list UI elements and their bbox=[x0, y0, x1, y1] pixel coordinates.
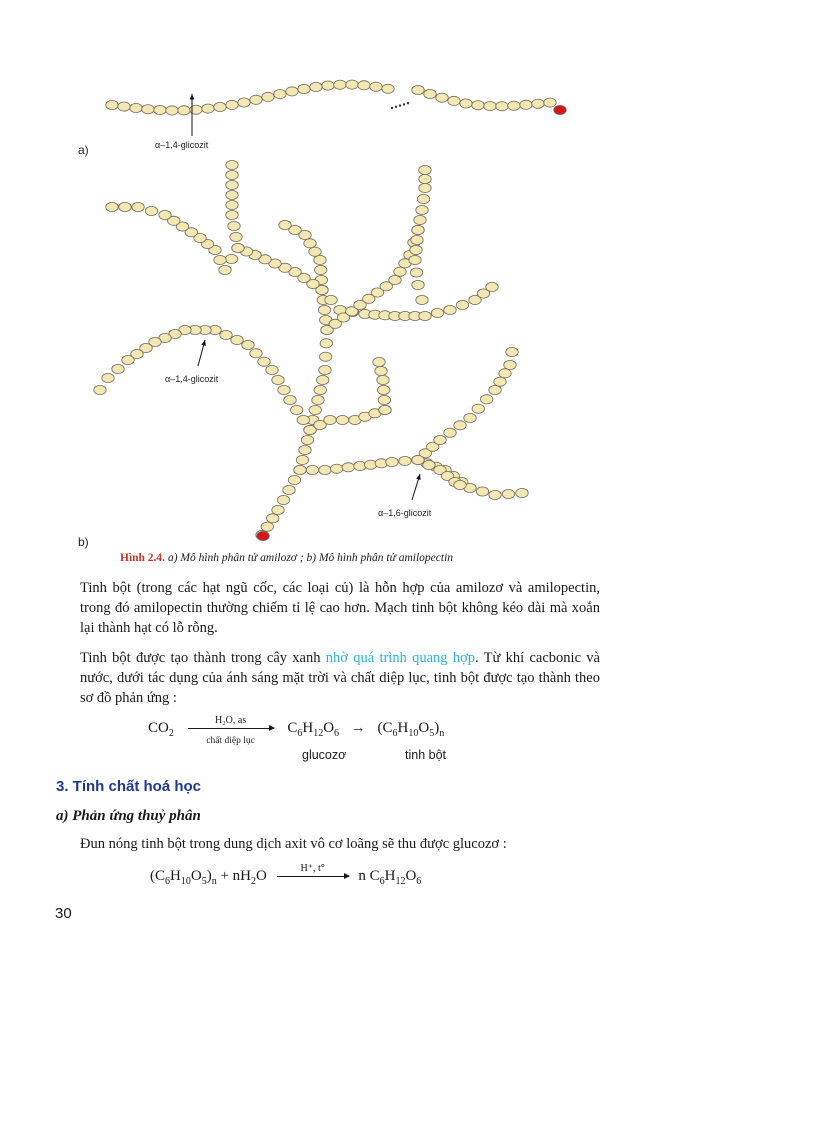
glucose-unit bbox=[382, 84, 394, 93]
glucose-unit bbox=[220, 330, 232, 339]
starch-label: tinh bột bbox=[405, 748, 447, 762]
glucose-unit bbox=[412, 455, 424, 464]
h-s3: 5 bbox=[201, 876, 207, 887]
glucose-unit bbox=[334, 80, 346, 89]
p2-text-after: . Từ khí cacbonic và nước, dưới tác dụng của ánh sáng mặt trời và chất diệp lục, tinh bột được tạo thành theo sơ đồ phản ứng : bbox=[80, 650, 600, 706]
h-n: n bbox=[211, 876, 217, 887]
glucose-unit bbox=[476, 487, 488, 496]
glucose-unit bbox=[411, 235, 423, 244]
glucose-unit bbox=[319, 365, 331, 374]
r-s3: 6 bbox=[416, 876, 422, 887]
figure-number: Hình 2.4. bbox=[120, 552, 166, 564]
glucose-unit bbox=[102, 373, 114, 382]
glucose-unit bbox=[358, 81, 370, 90]
glucose-c: C bbox=[287, 720, 298, 736]
glucose-unit bbox=[416, 205, 428, 214]
glucose-unit bbox=[309, 405, 321, 414]
glucose-unit bbox=[309, 247, 321, 256]
glucose-unit bbox=[520, 100, 532, 109]
arrow-2: → bbox=[350, 720, 366, 736]
glucose-unit bbox=[508, 101, 520, 110]
glucose-unit bbox=[226, 160, 238, 169]
glucose-unit bbox=[297, 415, 309, 424]
glucose-unit bbox=[301, 435, 313, 444]
glucose-unit bbox=[159, 210, 171, 219]
arrow-alpha-1-6-b-head bbox=[416, 474, 420, 480]
glucose-unit bbox=[410, 245, 422, 254]
glucose-unit bbox=[106, 100, 118, 109]
glucose-unit bbox=[250, 95, 262, 104]
glucose-unit bbox=[119, 202, 131, 211]
glucose-unit bbox=[389, 275, 401, 284]
co2: CO bbox=[148, 720, 169, 736]
glucose-unit bbox=[279, 220, 291, 229]
r-s2: 12 bbox=[395, 876, 406, 887]
hydrolysis-equation bbox=[150, 863, 422, 887]
glucose-unit bbox=[378, 395, 390, 404]
reducing-end-bead-b bbox=[257, 531, 269, 540]
glucose-unit bbox=[306, 465, 318, 474]
s-n: n bbox=[439, 728, 445, 739]
glucose-unit bbox=[489, 385, 501, 394]
glucose-unit bbox=[312, 395, 324, 404]
r-h: H bbox=[384, 868, 396, 884]
glucose-unit bbox=[412, 280, 424, 289]
glucose-unit bbox=[484, 102, 496, 111]
glucose-unit bbox=[325, 295, 337, 304]
r-s1: 6 bbox=[379, 876, 385, 887]
glucose-unit bbox=[399, 456, 411, 465]
glucose-unit bbox=[202, 104, 214, 113]
glucose-unit bbox=[419, 174, 431, 183]
glucose-unit bbox=[250, 349, 262, 358]
s-h: H bbox=[397, 720, 409, 736]
arrow1-bottom: chất diệp lục bbox=[206, 736, 255, 747]
alpha-1-6-label-b: α–1,6-glicozit bbox=[378, 508, 432, 518]
glucose-unit bbox=[502, 489, 514, 498]
s-o: O bbox=[418, 720, 430, 736]
reducing-end-bead bbox=[554, 105, 566, 114]
glucose-unit bbox=[242, 340, 254, 349]
glucose-unit bbox=[506, 347, 518, 356]
s-s1: 6 bbox=[392, 728, 398, 739]
glucose-unit bbox=[489, 490, 501, 499]
glucose-unit bbox=[226, 100, 238, 109]
glucose-unit bbox=[454, 480, 466, 489]
chain-continuation-dot bbox=[391, 107, 393, 109]
h-s1: 6 bbox=[165, 876, 170, 887]
glucose-unit bbox=[278, 385, 290, 394]
glucose-unit bbox=[226, 210, 238, 219]
g-h: H bbox=[302, 720, 314, 736]
glucose-unit bbox=[386, 457, 398, 466]
arrow-h-top: H⁺, t° bbox=[300, 863, 325, 875]
glucose-unit bbox=[434, 435, 446, 444]
h-wo: O bbox=[255, 868, 267, 884]
glucose-unit bbox=[431, 308, 443, 317]
glucose-unit bbox=[409, 255, 421, 264]
glucose-unit bbox=[226, 180, 238, 189]
g-s2: 12 bbox=[313, 728, 324, 739]
glucose-unit bbox=[394, 267, 406, 276]
glucose-unit bbox=[266, 365, 278, 374]
glucose-unit bbox=[296, 455, 308, 464]
figure-caption bbox=[120, 552, 453, 564]
glucose-unit bbox=[377, 375, 389, 384]
glucose-unit bbox=[288, 475, 300, 484]
h-open: (C bbox=[150, 868, 165, 884]
glucose-unit bbox=[320, 352, 332, 361]
glucose-unit bbox=[342, 463, 354, 472]
co2-sub: 2 bbox=[168, 728, 174, 739]
g-o: O bbox=[323, 720, 335, 736]
glucose-unit bbox=[299, 445, 311, 454]
glucose-unit bbox=[324, 415, 336, 424]
glucose-unit bbox=[145, 206, 157, 215]
glucose-unit bbox=[314, 255, 326, 264]
glucose-unit bbox=[481, 395, 493, 404]
glucose-unit bbox=[258, 357, 270, 366]
s-s3: 5 bbox=[429, 728, 435, 739]
glucose-unit bbox=[318, 305, 330, 314]
glucose-unit bbox=[375, 366, 387, 375]
s-close: ) bbox=[434, 720, 440, 736]
reaction-arrow-hydrolysis bbox=[277, 863, 349, 877]
glucose-unit bbox=[516, 488, 528, 497]
glucose-unit bbox=[532, 99, 544, 108]
glucose-unit bbox=[304, 239, 316, 248]
photosynthesis-equation bbox=[148, 715, 445, 747]
h-s2: 10 bbox=[180, 876, 191, 887]
glucose-unit bbox=[419, 311, 431, 320]
glucose-unit bbox=[494, 377, 506, 386]
glucose-unit bbox=[414, 215, 426, 224]
glucose-unit bbox=[228, 221, 240, 230]
chain-continuation-dot bbox=[407, 102, 409, 104]
glucose-unit bbox=[277, 495, 289, 504]
glucose-unit bbox=[178, 106, 190, 115]
glucose-unit bbox=[262, 92, 274, 101]
glucose-unit bbox=[454, 421, 466, 430]
glucose-unit bbox=[472, 404, 484, 413]
glucose-unit bbox=[132, 202, 144, 211]
glucose-unit bbox=[314, 385, 326, 394]
glucose-unit bbox=[106, 202, 118, 211]
glucose-unit bbox=[346, 80, 358, 89]
glucose-unit bbox=[373, 357, 385, 366]
glucose-unit bbox=[274, 90, 286, 99]
glucose-unit bbox=[417, 194, 429, 203]
glucose-unit bbox=[499, 369, 511, 378]
starch-molecule-diagram bbox=[0, 0, 816, 550]
glucose-unit bbox=[322, 81, 334, 90]
glucose-unit bbox=[370, 82, 382, 91]
glucose-unit bbox=[142, 105, 154, 114]
p2-text-before: Tinh bột được tạo thành trong cây xanh bbox=[80, 650, 326, 666]
section-title: 3. Tính chất hoá học bbox=[56, 778, 202, 795]
glucose-unit bbox=[226, 200, 238, 209]
glucose-unit bbox=[284, 395, 296, 404]
glucose-unit bbox=[416, 295, 428, 304]
glucose-unit bbox=[230, 232, 242, 241]
glucose-unit bbox=[472, 101, 484, 110]
chain-continuation-dot bbox=[403, 103, 405, 105]
glucose-unit bbox=[448, 96, 460, 105]
glucose-unit bbox=[379, 405, 391, 414]
glucose-unit bbox=[226, 170, 238, 179]
chain-continuation-dot bbox=[395, 106, 397, 108]
glucose-unit bbox=[294, 465, 306, 474]
glucose-unit bbox=[94, 385, 106, 394]
h-h: H bbox=[170, 868, 181, 884]
panel-b-label: b) bbox=[78, 535, 89, 549]
glucose-unit bbox=[219, 265, 231, 274]
arrow-alpha-1-4-a-head bbox=[190, 94, 195, 100]
glucose-unit bbox=[261, 522, 273, 531]
glucose-unit bbox=[460, 99, 472, 108]
glucose-unit bbox=[118, 102, 130, 111]
subsection-title: a) Phản ứng thuỷ phân bbox=[56, 808, 201, 824]
alpha-1-4-label-a: α–1,4-glicozit bbox=[155, 140, 209, 150]
glucose-unit bbox=[319, 465, 331, 474]
glucose-unit bbox=[225, 254, 237, 263]
s-open: (C bbox=[377, 720, 393, 736]
glucose-unit bbox=[272, 505, 284, 514]
glucose-unit bbox=[410, 268, 422, 277]
glucose-unit bbox=[231, 335, 243, 344]
glucose-unit bbox=[320, 339, 332, 348]
glucose-unit bbox=[456, 300, 468, 309]
glucose-unit bbox=[315, 265, 327, 274]
glucose-unit bbox=[267, 514, 279, 523]
glucose-unit bbox=[419, 183, 431, 192]
glucose-unit bbox=[154, 105, 166, 114]
alpha-1-4-label-b: α–1,4-glicozit bbox=[165, 374, 219, 384]
glucose-unit bbox=[412, 225, 424, 234]
p2-highlight: nhờ quá trình quang hợp bbox=[325, 650, 476, 666]
page-number: 30 bbox=[55, 905, 72, 922]
paragraph-2 bbox=[80, 648, 600, 708]
glucose-unit bbox=[283, 485, 295, 494]
glucose-unit bbox=[286, 87, 298, 96]
glucose-unit bbox=[544, 98, 556, 107]
glucose-unit bbox=[310, 82, 322, 91]
r-nc: n C bbox=[358, 868, 380, 884]
glucose-unit bbox=[504, 360, 516, 369]
chain-continuation-dot bbox=[399, 104, 401, 106]
glucose-unit bbox=[419, 165, 431, 174]
h-o: O bbox=[190, 868, 202, 884]
g-s3: 6 bbox=[334, 728, 340, 739]
g-s1: 6 bbox=[297, 728, 303, 739]
glucose-unit bbox=[424, 89, 436, 98]
glucose-unit bbox=[238, 98, 250, 107]
glucose-unit bbox=[423, 460, 435, 469]
panel-a-label: a) bbox=[78, 143, 89, 157]
glucose-label: glucozơ bbox=[302, 748, 347, 762]
s-s2: 10 bbox=[408, 728, 419, 739]
caption-text: a) Mô hình phân tử amilozơ ; b) Mô hình phân tử amilopectin bbox=[165, 552, 454, 564]
paragraph-1: Tinh bột (trong các hạt ngũ cốc, các loại củ) là hỗn hợp của amilozơ và amilopectin, trong đó amilopectin thường chiếm tỉ lệ cao hơn. Mạch tinh bột không kéo dài mà xoắn lại thành hạt có lỗ rỗng. bbox=[80, 580, 600, 636]
glucose-unit bbox=[412, 85, 424, 94]
glucose-unit bbox=[298, 84, 310, 93]
glucose-unit bbox=[112, 364, 124, 373]
glucose-unit bbox=[496, 102, 508, 111]
glucose-unit bbox=[291, 405, 303, 414]
glucose-unit bbox=[214, 102, 226, 111]
glucose-unit bbox=[122, 355, 134, 364]
glucose-unit bbox=[226, 190, 238, 199]
glucose-unit bbox=[464, 413, 476, 422]
h-wsub: 2 bbox=[250, 876, 256, 887]
glucose-unit bbox=[130, 103, 142, 112]
glucose-unit bbox=[336, 415, 348, 424]
r-o: O bbox=[405, 868, 417, 884]
glucose-unit bbox=[214, 255, 226, 264]
hydrolysis-text: Đun nóng tinh bột trong dung dịch axit vô cơ loãng sẽ thu được glucozơ : bbox=[80, 836, 507, 852]
glucose-unit bbox=[444, 305, 456, 314]
h-plus: + nH bbox=[216, 868, 251, 884]
glucose-unit bbox=[317, 375, 329, 384]
glucose-unit bbox=[444, 428, 456, 437]
glucose-unit bbox=[331, 464, 343, 473]
glucose-unit bbox=[436, 93, 448, 102]
glucose-unit bbox=[378, 385, 390, 394]
reaction-arrow-1 bbox=[188, 715, 274, 747]
glucose-unit bbox=[232, 243, 244, 252]
arrow1-top: H₂O, as bbox=[214, 715, 247, 727]
glucose-unit bbox=[166, 106, 178, 115]
h-close: ) bbox=[206, 868, 212, 884]
glucose-unit bbox=[272, 375, 284, 384]
glucose-unit bbox=[486, 282, 498, 291]
